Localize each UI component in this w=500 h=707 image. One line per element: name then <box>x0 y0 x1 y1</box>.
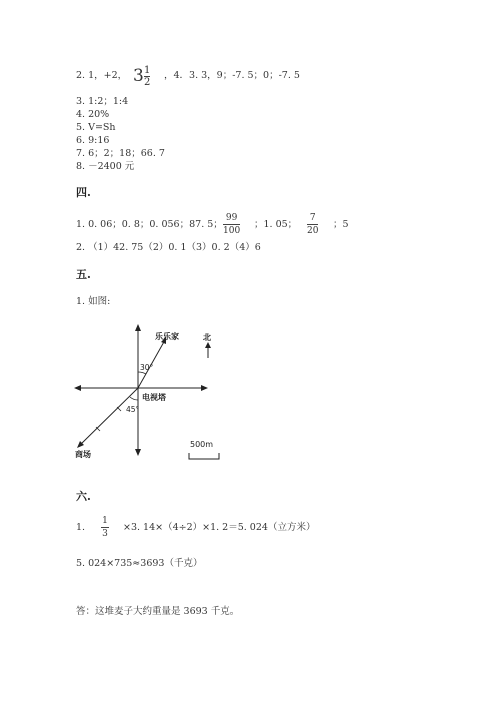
fraction-numerator: 7 <box>309 213 316 223</box>
fraction-numerator: 1 <box>102 516 108 526</box>
fraction-7-20 <box>307 213 318 236</box>
fraction-numerator: 99 <box>225 213 238 223</box>
section-4-q1-mid: ；1. 05； <box>254 219 298 230</box>
horizontal-axis-arrow-right <box>201 385 208 391</box>
scale-tick <box>117 407 121 411</box>
section-6-q1-number: 1. <box>76 522 86 533</box>
section-6-answer: 答：这堆麦子大约重量是 3693 千克。 <box>76 606 240 617</box>
section-4-q1: 1. 0. 06；0. 8；0. 056；87. 5； <box>76 219 223 230</box>
fraction-denominator: 20 <box>307 226 319 236</box>
section-4-q2: 2. （1）42. 75（2）0. 1（3）0. 2（4）6 <box>76 242 261 253</box>
angle-label-45: 45° <box>126 405 140 414</box>
section-6-q1-expression: ×3. 14×（4÷2）×1. 2＝5. 024（立方米） <box>123 522 316 533</box>
section-6-heading: 六. <box>76 490 91 503</box>
label-mall: 商场 <box>75 450 91 459</box>
section-6-line-2: 5. 024×735≈3693（千克） <box>76 558 203 569</box>
mixed-number-numerator: 1 <box>144 65 151 76</box>
scale-label: 500m <box>190 440 214 449</box>
answer-line-4: 4. 20% <box>76 109 110 120</box>
path-to-mall <box>79 388 138 446</box>
mixed-number-whole: 3 <box>133 66 144 86</box>
section-4-q1-suffix: ；5 <box>333 219 349 230</box>
section-5-q1: 1. 如图: <box>76 296 111 307</box>
label-north: 北 <box>203 333 211 342</box>
north-arrow-icon <box>205 342 211 348</box>
angle-arc-bottom <box>130 397 138 400</box>
answer-line-6: 6. 9:16 <box>76 135 110 146</box>
answer-line-8: 8. －2400 元 <box>76 161 135 172</box>
section-4-heading: 四. <box>76 186 91 199</box>
horizontal-axis-arrow-left <box>74 385 81 391</box>
vertical-axis-arrow-up <box>135 324 141 331</box>
direction-diagram <box>60 320 240 470</box>
section-5-heading: 五. <box>76 268 91 281</box>
angle-label-30: 30° <box>140 363 154 372</box>
answer-line-2: 2. 1，+2， <box>76 70 128 81</box>
answer-line-7: 7. 6；2；18；66. 7 <box>76 148 165 159</box>
mixed-number-fraction <box>144 65 150 88</box>
answer-line-5: 5. V=Sh <box>76 122 116 133</box>
fraction-denominator: 100 <box>223 226 241 236</box>
label-home: 乐乐家 <box>155 332 179 341</box>
vertical-axis-arrow-down <box>135 449 141 456</box>
fraction-1-3 <box>101 516 109 539</box>
answer-line-3: 3. 1:2；1:4 <box>76 96 129 107</box>
angle-arc-top <box>138 372 146 374</box>
mixed-number-denominator: 2 <box>144 77 151 88</box>
answer-line-2-suffix: ，4．3. 3，9；-7. 5；0；-7. 5 <box>164 70 300 81</box>
label-tv-tower: 电视塔 <box>142 393 166 402</box>
fraction-99-100 <box>223 213 240 236</box>
scale-bar <box>189 453 219 459</box>
fraction-denominator: 3 <box>102 529 108 539</box>
